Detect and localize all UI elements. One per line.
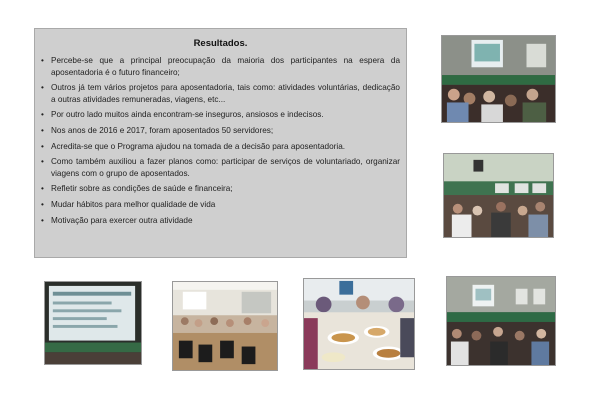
list-item: • Motivação para exercer outra atividade <box>41 215 400 227</box>
list-item: • Nos anos de 2016 e 2017, foram aposentados 50 servidores; <box>41 125 400 137</box>
list-item: • Acredita-se que o Programa ajudou na tomada de a decisão para aposentadoria. <box>41 141 400 153</box>
photo-projector-screen-closeup <box>44 281 142 365</box>
results-title: Resultados. <box>193 38 248 49</box>
photo-auditorium-wide <box>446 276 556 366</box>
list-item: • Outros já tem vários projetos para aposentadoria, tais como: atividades voluntárias, dedicação a outras atividades remuneradas, viagens, etc... <box>41 82 400 105</box>
list-item: • Percebe-se que a principal preocupação da maioria dos participantes na espera da aposentadoria é o futuro financeiro; <box>41 55 400 78</box>
list-item: • Refletir sobre as condições de saúde e financeira; <box>41 183 400 195</box>
list-item: • Mudar hábitos para melhor qualidade de vida <box>41 199 400 211</box>
photo-green-wall-audience <box>443 153 554 238</box>
photo-auditorium-projection <box>441 35 556 123</box>
photo-food-table <box>303 278 415 370</box>
results-panel <box>34 28 407 258</box>
list-item: • Por outro lado muitos ainda encontram-se inseguros, ansiosos e indecisos. <box>41 109 400 121</box>
photo-seated-group-room <box>172 281 278 371</box>
results-list <box>41 55 400 226</box>
list-item: • Como também auxiliou a fazer planos como: participar de serviços de voluntariado, organizar viagens com o grupo de aposentados. <box>41 156 400 179</box>
